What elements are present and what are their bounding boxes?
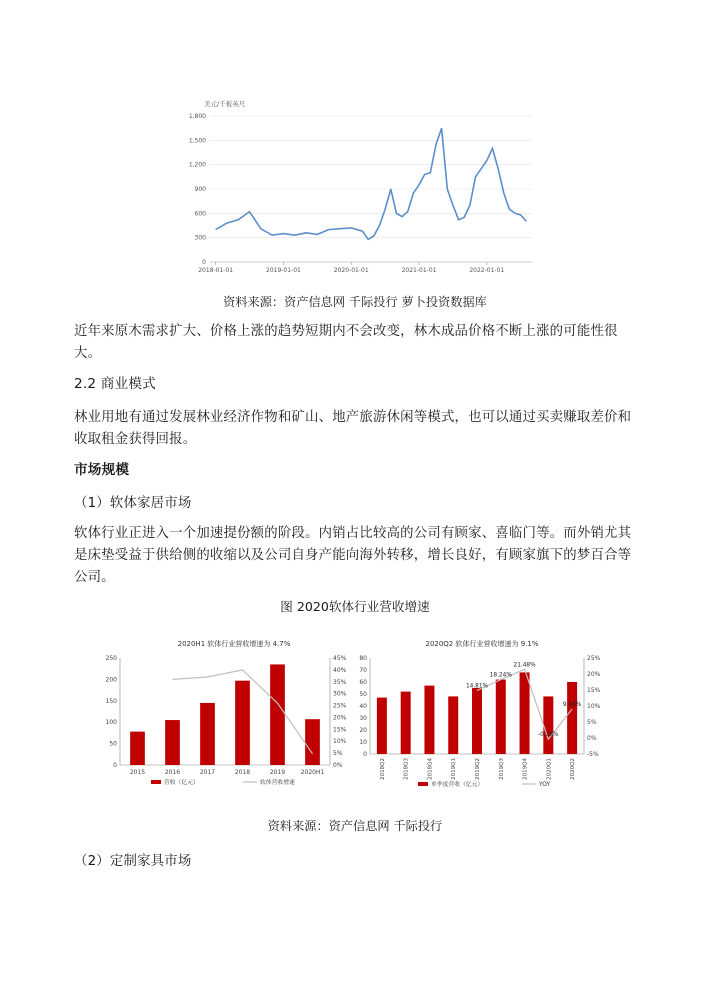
x-tick-label: 2019Q2 — [475, 758, 481, 780]
bar — [200, 703, 215, 765]
x-tick-label: 2020-01-01 — [333, 267, 369, 274]
y-tick-label: 60 — [359, 679, 367, 686]
x-tick-label: 2020Q2 — [570, 758, 577, 780]
y-tick-label: 20 — [359, 727, 367, 734]
x-tick-label: 2019Q1 — [451, 758, 458, 780]
paragraph-soft-furniture: 软体行业正进入一个加速提份额的阶段。内销占比较高的公司有顾家、喜临门等。而外销尤其是床垫受益于供给侧的收缩以及公司自身产能向海外转移，增长良好，有顾家旗下的梦百合等公司。 — [74, 526, 632, 585]
y2-tick-label: -5% — [587, 751, 599, 758]
y-tick-label: 600 — [194, 210, 206, 218]
y2-tick-labels — [587, 655, 601, 758]
data-label: 18.24% — [489, 672, 512, 679]
bar — [165, 720, 180, 765]
bar — [305, 719, 320, 765]
legend-label: 单季度营收（亿元） — [431, 782, 484, 788]
data-label: 21.48% — [513, 662, 536, 669]
bar — [496, 680, 506, 754]
x-tick-label: 2020Q1 — [546, 758, 553, 780]
bar — [235, 681, 250, 765]
chart-title: 2020H1 软体行业营收增速为 4.7% — [177, 640, 291, 648]
bar — [567, 682, 577, 754]
legend-label: YOY — [539, 782, 551, 788]
y-tick-label: 50 — [109, 740, 117, 748]
y2-tick-label: 10% — [587, 703, 601, 710]
y-tick-label: 250 — [105, 655, 117, 662]
gridlines — [210, 116, 532, 262]
data-label: -0.38% — [538, 732, 559, 739]
heading-market-size: 市场规模 — [74, 462, 130, 478]
y2-tick-label: 15% — [333, 726, 347, 734]
subheading-custom-furniture: （2）定制家具市场 — [74, 854, 192, 869]
paragraph-timber-trend: 近年来原木需求扩大、价格上涨的趋势短期内不会改变，林木成品价格不断上涨的可能性很大。 — [74, 324, 618, 361]
bar — [472, 688, 482, 754]
y2-tick-label: 30% — [333, 690, 347, 698]
y-tick-label: 30 — [359, 715, 367, 722]
bar — [448, 696, 458, 754]
x-tick-label: 2018Q2 — [379, 758, 386, 780]
bar — [520, 672, 530, 754]
bar — [377, 698, 387, 754]
y-tick-labels — [189, 113, 206, 266]
y2-tick-label: 25% — [333, 702, 347, 710]
paragraph-business-model: 林业用地有通过发展林业经济作物和矿山、地产旅游休闲等模式，也可以通过买卖赚取差价和收取租金获得回报。 — [74, 410, 632, 447]
data-label: 9.06% — [562, 702, 582, 709]
x-tick-label: 2019 — [269, 769, 286, 776]
x-tick-label: 2018 — [234, 769, 251, 776]
y-tick-label: 150 — [105, 697, 117, 705]
y-tick-label: 40 — [359, 703, 367, 710]
bar — [270, 664, 285, 765]
x-tick-label: 2018Q4 — [427, 758, 434, 780]
bar — [424, 686, 434, 754]
x-tick-label: 2018Q3 — [403, 758, 410, 780]
y2-tick-label: 40% — [333, 666, 347, 674]
source-note-1: 资料来源：资产信息网 千际投行 萝卜投资数据库 — [223, 295, 487, 309]
y2-tick-label: 5% — [333, 750, 343, 758]
quarterly-revenue-chart — [352, 632, 616, 792]
y2-tick-label: 10% — [333, 738, 347, 746]
chart-title: 2020Q2 软体行业营收增速为 9.1% — [425, 640, 539, 648]
x-tick-labels — [198, 262, 504, 274]
y2-tick-label: 20% — [333, 714, 347, 722]
x-tick-label: 2021-01-01 — [401, 267, 437, 274]
x-tick-label: 2020H1 — [300, 769, 325, 776]
y2-tick-label: 0% — [587, 735, 597, 742]
x-tick-label: 2019Q3 — [498, 758, 505, 780]
x-tick-label: 2022-01-01 — [469, 267, 505, 274]
y-tick-label: 300 — [194, 234, 206, 242]
y-tick-label: 900 — [194, 186, 206, 193]
legend-swatch-bar — [418, 782, 428, 786]
x-tick-label: 2018-01-01 — [198, 267, 234, 274]
timber-price-chart — [160, 92, 540, 278]
y-tick-label: 70 — [359, 667, 367, 674]
y2-tick-label: 15% — [587, 687, 601, 694]
y-tick-label: 0 — [363, 751, 367, 758]
x-tick-label: 2019-01-01 — [266, 267, 301, 274]
section-heading-business-model: 2.2 商业模式 — [74, 376, 156, 392]
legend-label: 营收（亿元） — [164, 780, 199, 786]
x-tick-labels — [130, 769, 325, 776]
y-axis-label: 美元/千板英尺 — [204, 100, 246, 108]
bar — [401, 692, 411, 754]
y2-tick-label: 25% — [587, 655, 601, 662]
y-tick-labels — [106, 655, 118, 769]
source-note-2: 资料来源：资产信息网 千际投行 — [267, 819, 443, 833]
y-tick-label: 80 — [359, 655, 367, 662]
y-tick-label: 200 — [105, 676, 117, 684]
bar — [130, 732, 145, 765]
y-tick-label: 0 — [202, 259, 206, 266]
subheading-soft-furniture: （1）软体家居市场 — [74, 496, 192, 511]
chart-legend — [151, 778, 295, 786]
data-label: 14.81% — [465, 683, 489, 690]
y-tick-label: 50 — [359, 691, 367, 698]
x-tick-label: 2019Q4 — [522, 758, 529, 780]
y-tick-label: 1,800 — [188, 113, 206, 120]
x-tick-label: 2016 — [164, 769, 181, 776]
figure-caption: 图 2020软体行业营收增速 — [280, 599, 430, 614]
y2-tick-label: 5% — [587, 719, 597, 726]
x-tick-label: 2017 — [199, 769, 216, 776]
legend-swatch-bar — [151, 780, 161, 784]
y2-tick-label: 20% — [587, 671, 601, 678]
legend-label: 软体营收增速 — [260, 780, 295, 786]
y2-tick-labels — [333, 655, 347, 769]
y-tick-label: 10 — [359, 739, 367, 746]
y2-tick-label: 35% — [333, 678, 347, 686]
y-tick-labels — [359, 655, 367, 758]
y2-tick-label: 0% — [333, 762, 343, 769]
bar — [543, 696, 553, 754]
x-tick-labels — [380, 758, 576, 780]
price-series-line — [216, 128, 527, 239]
chart-legend — [418, 780, 550, 788]
y-tick-label: 1,500 — [188, 137, 206, 145]
x-tick-label: 2015 — [129, 769, 146, 776]
revenue-bars — [130, 664, 320, 765]
y2-tick-label: 45% — [333, 655, 347, 662]
y-tick-label: 100 — [105, 719, 117, 727]
annual-revenue-chart — [96, 632, 356, 792]
y-tick-label: 0 — [113, 762, 117, 769]
y-tick-label: 1,200 — [188, 161, 206, 169]
